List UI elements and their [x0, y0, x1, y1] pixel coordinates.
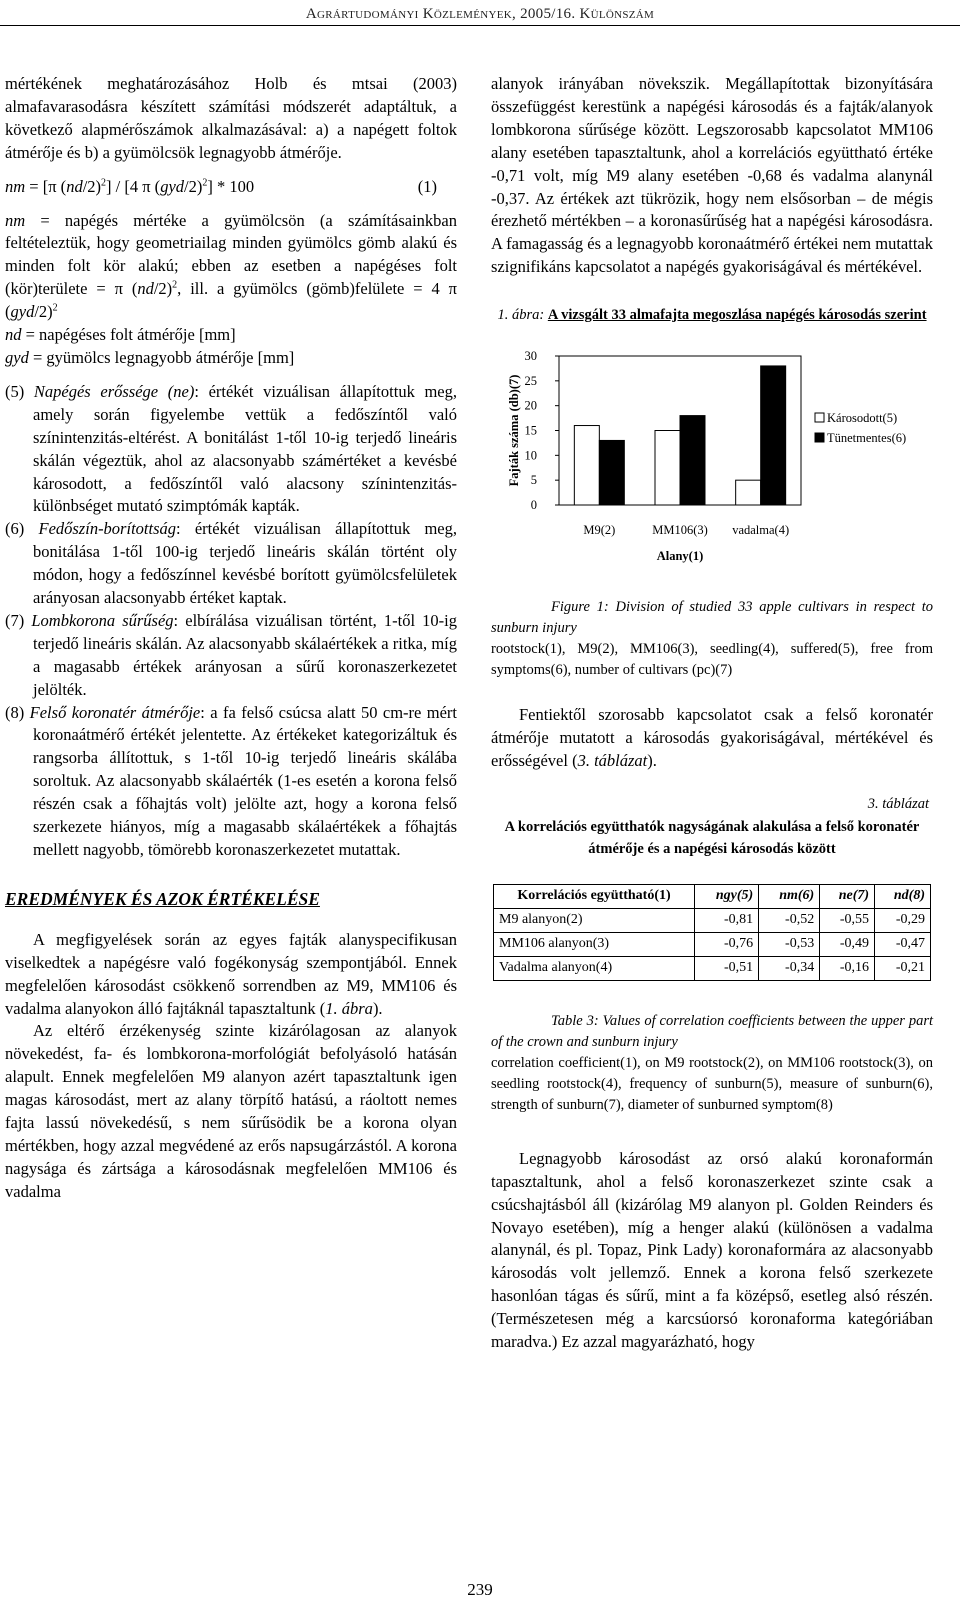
y-axis-label: Fajták száma (db)(7): [507, 374, 521, 487]
item-8: (8) Felső koronatér átmérője: a fa felső csúcsa alatt 50 cm-re mért koronaátmérő értékét jelentette. Az értékeket kategorizáltuk és rangsorba állítottuk, s 1-től 10-ig terjedő lineáris skálába soroltuk. Az alacsonyabb skálaérték (1-es esetén a korona felső részén csak a főhajtás volt) jelölte azt, hogy a korona felső szerkezete hiányos, míg a magasabb skálaértékek a főhajtás mellett nagyobb, tömörebb koronaszerkezetet mutattak.: [5, 702, 457, 859]
y-tick-label: 15: [524, 423, 537, 438]
x-tick-label: MM106(3): [652, 523, 708, 538]
x-tick-label: M9(2): [583, 523, 616, 538]
intro-paragraph: mértékének meghatározásához Holb és mtsai (2003) almafavarasodásra készített számítási módszerét adaptáltuk, a következő alapmérőszámok alkalmazásával: a) a napégett foltok átmérője és b) a gyümölcsök legnagyobb átmérője.: [5, 74, 457, 162]
table-cell: -0,53: [759, 932, 820, 956]
right-paragraph-1: alanyok irányában növekszik. Megállapítottak bizonyítására összefüggést kerestünk a napégési károsodás és a fajták/alanyok lombkorona sűrűsége között. Legszorosabb kapcsolatot MM106 alany esetében tapasztaltunk, ahol a korrelációs együttható értéke -0,71 volt, míg M9 alany esetében -0,68 és vadalma alanynál -0,37. Az értékek azt tükrözik, hogy nem elsősorban – de mégis érezhető mértékben – a koronasűrűség hat a napégési károsodásra. A famagasság és a legnagyobb koronaátmérő értékei nem mutattak szignifikáns kapcsolatot a napégés gyakoriságával és mértékével.: [491, 74, 933, 277]
bar-symptom-free: [761, 366, 786, 505]
formula-expression: nm = [π $(nd/2)^2] / [4$ π $(gyd/2)^2] * 100$: [5, 176, 255, 196]
item-6: (6) Fedőszín-borítottság: értékét vizuálisan állapítottuk meg, bonitálása 1-től 100-ig terjedő lineáris skálán történt oly módon, hogy a fedőszínnel kevésbé borított gyümölcsfelületek arányosan alacsonyabb értéket kaptak.: [5, 519, 457, 608]
table-cell: MM106 alanyon(3): [494, 932, 695, 956]
item-7: (7) Lombkorona sűrűség: elbírálása vizuálisan történt, 1-től 10-ig terjedő lineáris skálán. Az alacsonyabb skálaértékek a ritka, míg a magasabb értékek arányosan a sűrű koronaszerkezetet jelölték.: [5, 610, 457, 699]
legend-label: Tünetmentes(6): [827, 431, 907, 446]
definition-gyd: gyd = gyümölcs legnagyobb átmérője [mm]: [5, 347, 295, 367]
bar-damaged: [736, 480, 761, 505]
y-tick-label: 25: [524, 373, 537, 388]
legend-swatch: [815, 413, 824, 422]
figure-title: A vizsgált 33 almafajta megoszlása napégés károsodás szerint: [547, 307, 927, 324]
table-cell: -0,51: [695, 956, 759, 980]
x-tick-label: vadalma(4): [732, 523, 790, 538]
table-header-cell: ne(7): [820, 884, 875, 908]
right-paragraph-3: Legnagyobb károsodást az orsó alakú koronaformán tapasztaltunk, ahol a felső koronaszerkezet szinte csak a csúcshajtásból áll (kizárólag M9 alanyon pl. Golden Reinders és Novayo esetében), míg a henger alakú (különösen a vadalma alanynál, és pl. Topaz, Pink Lady) koronaformára az alacsonyabb károsodás volt jellemző. Ennek a korona felső szerkezete hasonlóan tágas és sűrű, mint a fa középső, esetleg alsó részén. (Természetesen még a karcsúorsó koronaforma kategóriában maradva.) Ez azzal magyarázható, hogy: [491, 1148, 933, 1352]
table-3-number: 3. táblázat: [867, 795, 929, 812]
header-rule: [0, 25, 960, 26]
bar-damaged: [574, 426, 599, 505]
results-paragraph-1: A megfigyelések során az egyes fajták alanyspecifikusan viselkedtek a napégésre való fogékonyság szempontjából. Ennek megfelelően károsodást csökkenő sorrendben az M9, MM106 és vadalma alanyokon álló fajtáknál tapasztaltunk (1. ábra).: [5, 929, 457, 1018]
bar-damaged: [655, 431, 680, 506]
section-title-results: EREDMÉNYEK ÉS AZOK ÉRTÉKELÉSE: [5, 888, 320, 909]
table-cell: -0,21: [875, 956, 931, 980]
bar-chart: [491, 340, 933, 575]
table-header-cell: nm(6): [759, 884, 820, 908]
definition-nm: nm = napégés mértéke a gyümölcsön (a számításainkban feltételeztük, hogy geometriailag minden gyümölcs gömb alakú és minden folt kör alakú; ebben az esetben a napégéses folt (kör)területe = π $(nd/2)^2$, ill. a gyümölcs (gömb)felülete = 4 π $(gyd/2)^2$: [5, 210, 457, 322]
y-tick-label: 30: [524, 349, 537, 364]
table-row: [494, 956, 931, 980]
table-cell: -0,16: [820, 956, 875, 980]
table-3-english-caption: Table 3: Values of correlation coefficients between the upper part of the crown and sunburn injury: [491, 1012, 933, 1050]
table-header-cell: nd(8): [875, 884, 931, 908]
right-paragraph-2: Fentiektől szorosabb kapcsolatot csak a felső koronatér átmérője mutatott a károsodás gyakoriságával, mértékével és erősségével (3. táblázat).: [491, 705, 933, 770]
bar-symptom-free: [599, 441, 624, 506]
figure-1-english-caption: Figure 1: Division of studied 33 apple cultivars in respect to sunburn injury: [491, 599, 933, 637]
right-column: [491, 73, 933, 1354]
table-cell: -0,29: [875, 908, 931, 932]
y-tick-label: 20: [524, 398, 537, 413]
definition-nd: nd = napégéses folt átmérője [mm]: [5, 325, 236, 345]
table-header-row: [494, 884, 931, 908]
x-axis-label: Alany(1): [656, 549, 704, 564]
table-cell: Vadalma alanyon(4): [494, 956, 695, 980]
legend-label: Károsodott(5): [827, 411, 898, 426]
figure-1-caption: [491, 305, 933, 326]
table-cell: -0,81: [695, 908, 759, 932]
item-5: (5) Napégés erőssége (ne): értékét vizuálisan állapítottuk meg, amely során figyelembe vettük a fedőszíntől való színintenzitás-eltérést. A bonitálást 1-től 10-ig terjedő lineáris skálán végeztük, ahol az alacsonyabb számértéket a kevésbé károsodott, a fedőszíntől való alacsony színintenzitás-különbséget mutató szimptómák kapták.: [5, 381, 457, 516]
table-cell: -0,49: [820, 932, 875, 956]
legend-swatch: [815, 433, 824, 442]
table-cell: -0,47: [875, 932, 931, 956]
table-3-english-legend: correlation coefficient(1), on M9 rootstock(2), on MM106 rootstock(3), on seedling rootstock(4), frequency of sunburn(5), measure of sunburn(6), strength of sunburn(7), diameter of sunburned symptom(8): [491, 1054, 933, 1113]
y-tick-label: 5: [530, 473, 537, 488]
formula-nm: [5, 176, 457, 199]
y-tick-label: 10: [524, 448, 537, 463]
table-cell: -0,52: [759, 908, 820, 932]
table-cell: -0,76: [695, 932, 759, 956]
bar-symptom-free: [680, 416, 705, 505]
table-header-cell: Korrelációs együttható(1): [494, 884, 695, 908]
y-tick-label: 0: [530, 498, 537, 513]
results-paragraph-2: Az eltérő érzékenység szinte kizárólagosan az alanyok növekedést, fa- és lombkorona-morfológiát befolyásoló hatásán alapult. Ennek megfelelően M9 alanyon azért tapasztaltunk igen magas károsodást, mert az alany törpítő hatású, a ráoltott nemes fajta lassú növekedésű, s nem sűrűsödik be a korona olyan mértékben, hogy azzal megvédené az erős napsugárzástól. A korona nagysága és zártsága a károsodásnak megfelelően MM106 és vadalma: [5, 1021, 457, 1201]
table-row: [494, 932, 931, 956]
figure-1-chart: [491, 340, 933, 575]
table-cell: -0,34: [759, 956, 820, 980]
table-3-title: A korrelációs együtthatók nagyságának alakulása a felső koronatér átmérője és a napégési károsodás között: [504, 818, 920, 857]
figure-1-english-legend: rootstock(1), M9(2), MM106(3), seedling(4), suffered(5), free from symptoms(6), number of cultivars (pc)(7): [491, 641, 933, 679]
running-header: Agrártudományi Közlemények, 2005/16. Különszám: [305, 6, 655, 22]
figure-label: 1. ábra:: [497, 307, 545, 324]
table-cell: -0,55: [820, 908, 875, 932]
equation-number: (1): [417, 176, 437, 196]
table-row: [494, 908, 931, 932]
table-cell: M9 alanyon(2): [494, 908, 695, 932]
page-number: 239: [0, 1579, 960, 1602]
left-column: [5, 73, 457, 1204]
correlation-table: [493, 884, 931, 981]
table-header-cell: ngy(5): [695, 884, 759, 908]
